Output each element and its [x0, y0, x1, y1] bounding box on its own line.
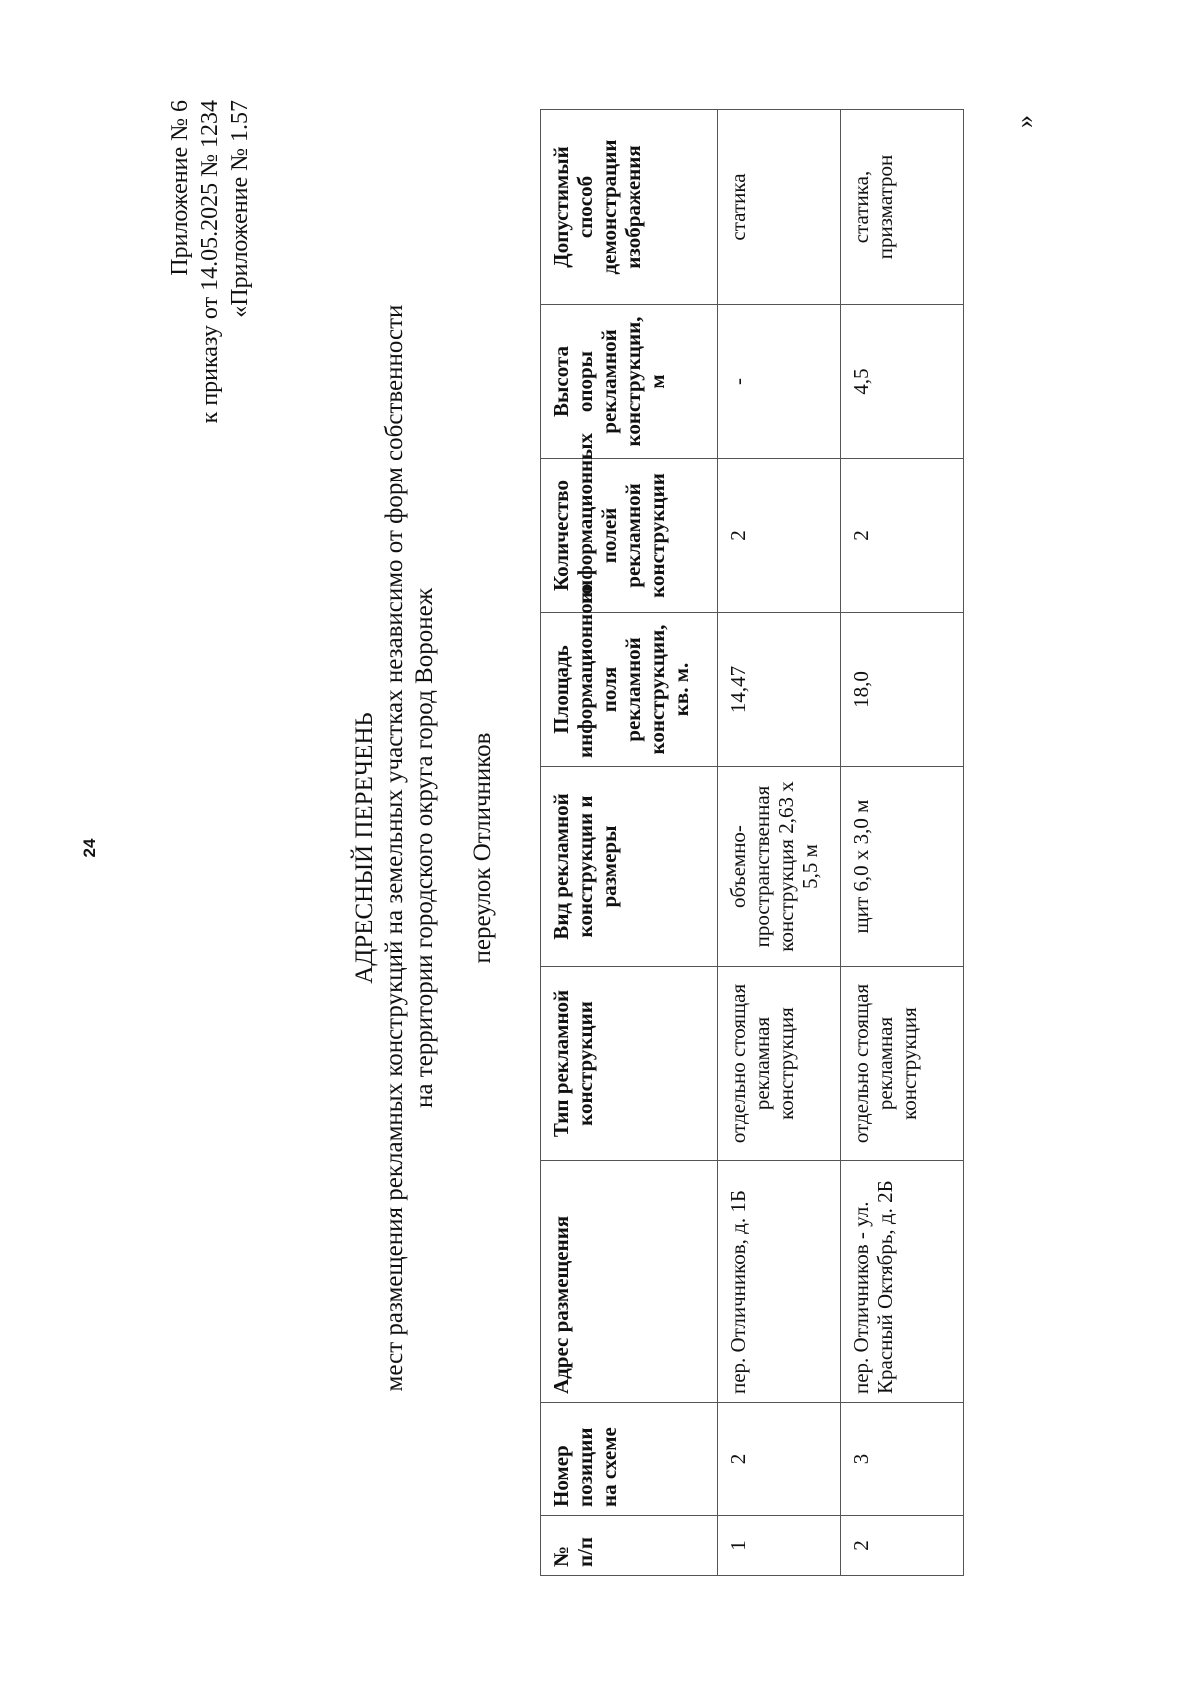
- header-cell: Тип рекламной конструкции: [541, 967, 718, 1161]
- header-cell: Номер позиции на схеме: [541, 1403, 718, 1516]
- appendix-inner-ref: «Приложение № 1.57: [227, 100, 253, 318]
- table-row: [718, 110, 841, 1576]
- document-subtitle-line2: на территории городского округа город Воронеж: [411, 588, 438, 1108]
- header-cell: Адрес размещения: [541, 1161, 718, 1403]
- document-title-block: [350, 0, 498, 1696]
- document-title: АДРЕСНЫЙ ПЕРЕЧЕНЬ: [351, 712, 378, 984]
- table-header-row: [541, 110, 718, 1576]
- table-cell: отдельно стоящая рекламная конструкция: [718, 967, 841, 1161]
- table-cell: пер. Отличников - ул. Красный Октябрь, д. 2Б: [841, 1161, 964, 1403]
- header-cell: Высота опоры рекламной конструкции, м: [541, 305, 718, 459]
- appendix-header: [165, 100, 255, 423]
- document-subtitle-line1: мест размещения рекламных конструкций на земельных участках независимо от форм собственности: [381, 304, 408, 1392]
- table-cell: статика, призматрон: [841, 110, 964, 305]
- table-cell: отдельно стоящая рекламная конструкция: [841, 967, 964, 1161]
- table-cell: 2: [718, 1403, 841, 1516]
- table-cell: 14,47: [718, 613, 841, 767]
- table-cell: 2: [841, 1516, 964, 1576]
- table-cell: 18,0: [841, 613, 964, 767]
- table-cell: 1: [718, 1516, 841, 1576]
- header-cell: № п/п: [541, 1516, 718, 1576]
- table-row: [841, 110, 964, 1576]
- table-cell: объемно-пространственная конструкция 2,63 х 5,5 м: [718, 767, 841, 967]
- table-cell: 2: [718, 459, 841, 613]
- address-list-table: [540, 109, 964, 1576]
- appendix-number: Приложение № 6: [167, 100, 193, 276]
- table-cell: пер. Отличников, д. 1Б: [718, 1161, 841, 1403]
- table-cell: 3: [841, 1403, 964, 1516]
- table-cell: 2: [841, 459, 964, 613]
- street-name: переулок Отличников: [469, 732, 496, 964]
- page-number: 24: [80, 838, 99, 858]
- table-cell: -: [718, 305, 841, 459]
- table-cell: щит 6,0 х 3,0 м: [841, 767, 964, 967]
- header-cell: Количество информационных полей рекламной конструкции: [541, 459, 718, 613]
- table-cell: статика: [718, 110, 841, 305]
- table-cell: 4,5: [841, 305, 964, 459]
- header-cell: Допустимый способ демонстрации изображения: [541, 110, 718, 305]
- header-cell: Вид рекламной конструкции и размеры: [541, 767, 718, 967]
- closing-quote-mark: »: [1010, 115, 1039, 128]
- appendix-order-ref: к приказу от 14.05.2025 № 1234: [197, 100, 223, 424]
- header-cell: Площадь информационного поля рекламной конструкции, кв. м.: [541, 613, 718, 767]
